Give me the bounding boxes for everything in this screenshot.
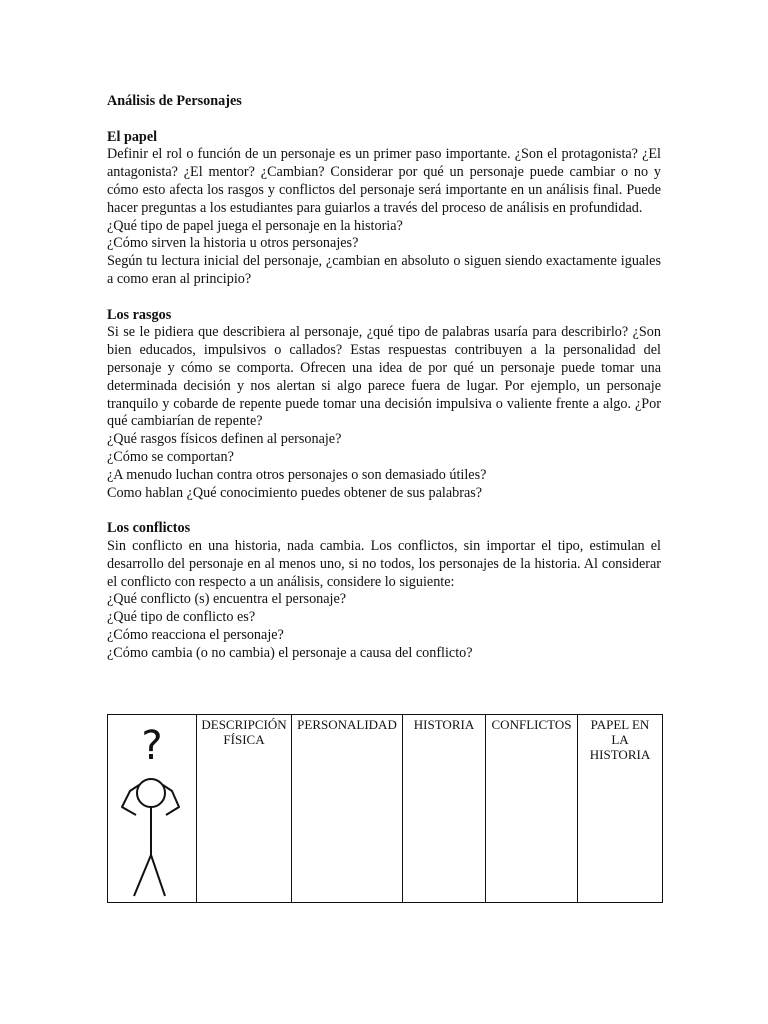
section-los-conflictos — [107, 520, 661, 662]
document-title: Análisis de Personajes — [107, 93, 242, 109]
section-el-papel — [107, 129, 661, 289]
section-paragraph: Sin conflicto en una historia, nada cambia. Los conflictos, sin importar el tipo, estimulan el desarrollo del personaje en al menos uno, si no todos, los personajes de la historia. Al considerar el conflicto con respecto a un análisis, considere lo siguiente: — [107, 537, 661, 590]
question-line: ¿Qué conflicto (s) encuentra el personaje? — [107, 591, 347, 608]
question-line: ¿Qué tipo de conflicto es? — [107, 609, 256, 626]
section-heading: Los rasgos — [107, 306, 172, 323]
section-los-rasgos — [107, 307, 661, 503]
question-line: ¿Qué tipo de papel juega el personaje en la historia? — [107, 217, 403, 234]
header-papel-en-la-historia: PAPEL EN LA HISTORIA — [578, 715, 663, 903]
question-line: ¿Cómo cambia (o no cambia) el personaje a causa del conflicto? — [107, 644, 473, 661]
header-personalidad: PERSONALIDAD — [292, 715, 403, 903]
question-line: ¿Cómo reacciona el personaje? — [107, 626, 284, 643]
character-analysis-table — [107, 714, 663, 903]
question-line: ¿Cómo sirven la historia u otros personajes? — [107, 235, 359, 252]
table-row — [108, 715, 663, 903]
question-mark-icon: ? — [141, 723, 163, 769]
section-heading: El papel — [107, 128, 158, 145]
question-line: ¿Qué rasgos físicos definen al personaje? — [107, 431, 342, 448]
section-heading: Los conflictos — [107, 520, 191, 537]
header-conflictos: CONFLICTOS — [486, 715, 578, 903]
question-line: ¿Cómo se comportan? — [107, 448, 234, 465]
question-line: Como hablan ¿Qué conocimiento puedes obtener de sus palabras? — [107, 484, 483, 501]
header-historia: HISTORIA — [403, 715, 486, 903]
figure-cell — [108, 715, 197, 903]
question-line: ¿A menudo luchan contra otros personajes o son demasiado útiles? — [107, 466, 487, 483]
header-descripcion-fisica: DESCRIPCIÓN FÍSICA — [197, 715, 292, 903]
stick-figure-question-icon — [108, 715, 197, 899]
document-body — [107, 93, 661, 680]
section-paragraph: Si se le pidiera que describiera al personaje, ¿qué tipo de palabras usaría para describirlo? ¿Son bien educados, impulsivos o callados? Estas respuestas contribuyen a la personalidad del personaje y cómo se comporta. Ofrecen una idea de por qué un personaje puede tomar una determinada decisión y nos alertan si algo parece fuera de lugar. Por ejemplo, un personaje tranquilo y cobarde de repente puede tomar una decisión impulsiva o valiente frente a algo. ¿Por qué cambiarían de repente? — [107, 324, 661, 430]
section-paragraph: Definir el rol o función de un personaje es un primer paso importante. ¿Son el protagonista? ¿El antagonista? ¿El mentor? ¿Cambian? Considerar por qué un personaje puede cambiar o no y cómo esto afecta los rasgos y conflictos del personaje será importante en un análisis final. Puede hacer preguntas a los estudiantes para guiarlos a través del proceso de análisis en profundidad. — [107, 146, 661, 216]
section-closing: Según tu lectura inicial del personaje, ¿cambian en absoluto o siguen siendo exactamente iguales a como eran al principio? — [107, 253, 661, 287]
